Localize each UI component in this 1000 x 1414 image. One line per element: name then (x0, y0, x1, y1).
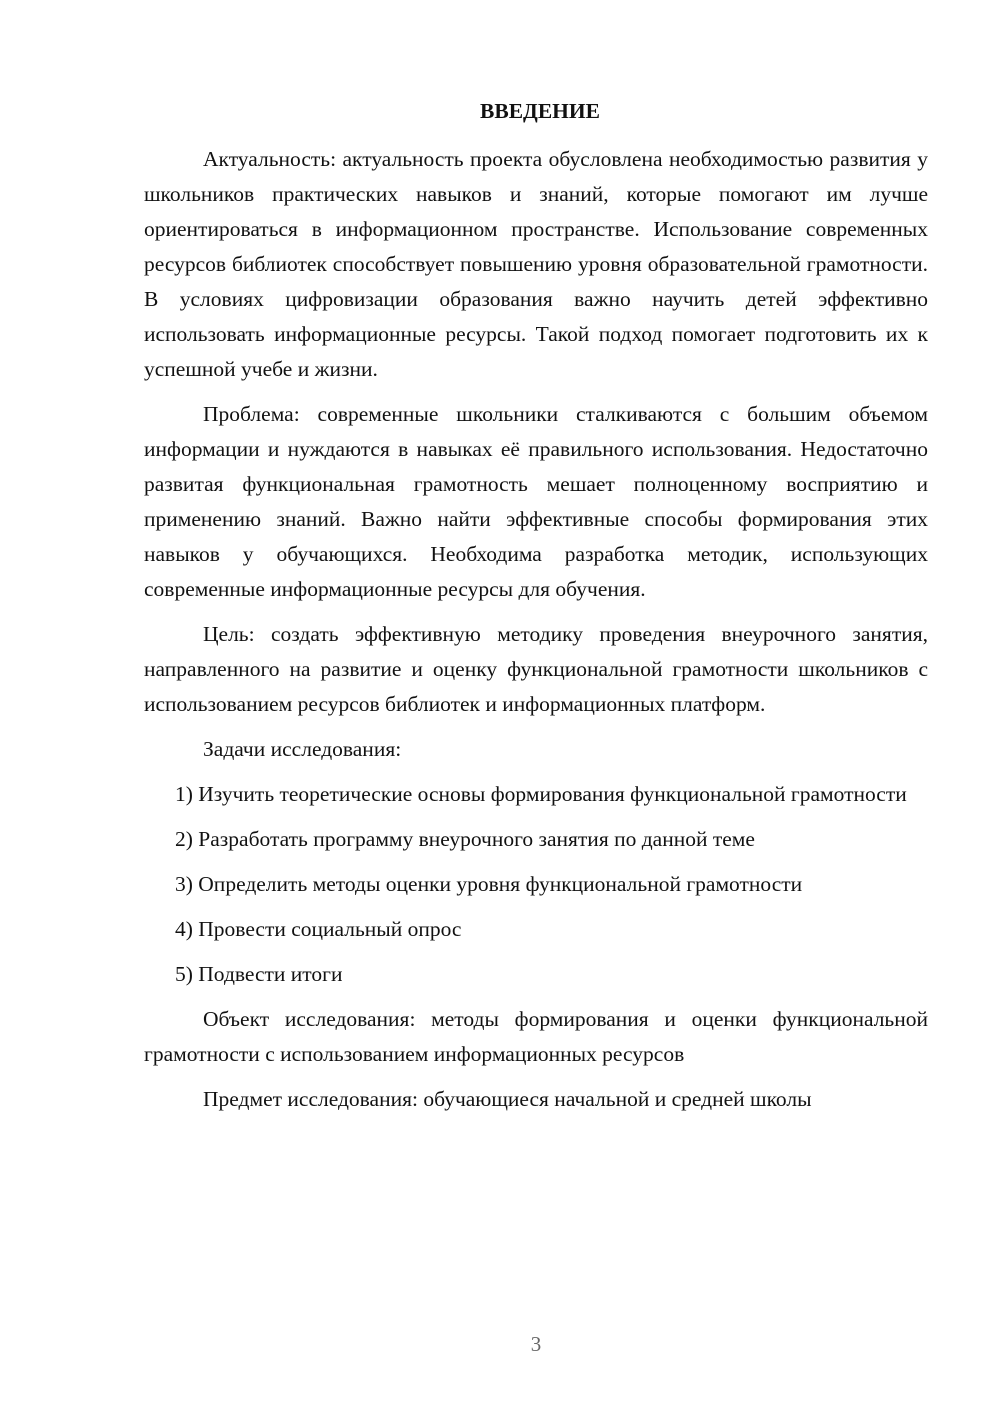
relevance-paragraph: Актуальность: актуальность проекта обусловлена необходимостью развития у школьников практических навыков и знаний, которые помогают им лучше ориентироваться в информационном пространстве. Использование современных ресурсов библиотек способствует повышению уровня образовательной грамотности. В условиях цифровизации образования важно научить детей эффективно использовать информационные ресурсы. Такой подход помогает подготовить их к успешной учебе и жизни. (144, 147, 928, 381)
task-item-3: 3) Определить методы оценки уровня функциональной грамотности (175, 872, 803, 896)
subject-paragraph: Предмет исследования: обучающиеся начальной и средней школы (203, 1087, 812, 1111)
section-heading: ВВЕДЕНИЕ (480, 99, 600, 123)
task-item-4: 4) Провести социальный опрос (175, 917, 462, 941)
task-item-5: 5) Подвести итоги (175, 962, 343, 986)
object-paragraph: Объект исследования: методы формирования и оценки функциональной грамотности с использованием информационных ресурсов (144, 1007, 928, 1066)
task-item-2: 2) Разработать программу внеурочного занятия по данной теме (175, 827, 755, 851)
page-number: 3 (530, 1332, 542, 1356)
document-page (144, 96, 928, 1127)
goal-paragraph: Цель: создать эффективную методику проведения внеурочного занятия, направленного на развитие и оценку функциональной грамотности школьников с использованием ресурсов библиотек и информационных платформ. (144, 622, 928, 716)
tasks-title: Задачи исследования: (203, 737, 402, 761)
task-item-1: 1) Изучить теоретические основы формирования функциональной грамотности (175, 782, 907, 806)
problem-paragraph: Проблема: современные школьники сталкиваются с большим объемом информации и нуждаются в навыках её правильного использования. Недостаточно развитая функциональная грамотность мешает полноценному восприятию и применению знаний. Важно найти эффективные способы формирования этих навыков у обучающихся. Необходима разработка методик, использующих современные информационные ресурсы для обучения. (144, 402, 928, 601)
